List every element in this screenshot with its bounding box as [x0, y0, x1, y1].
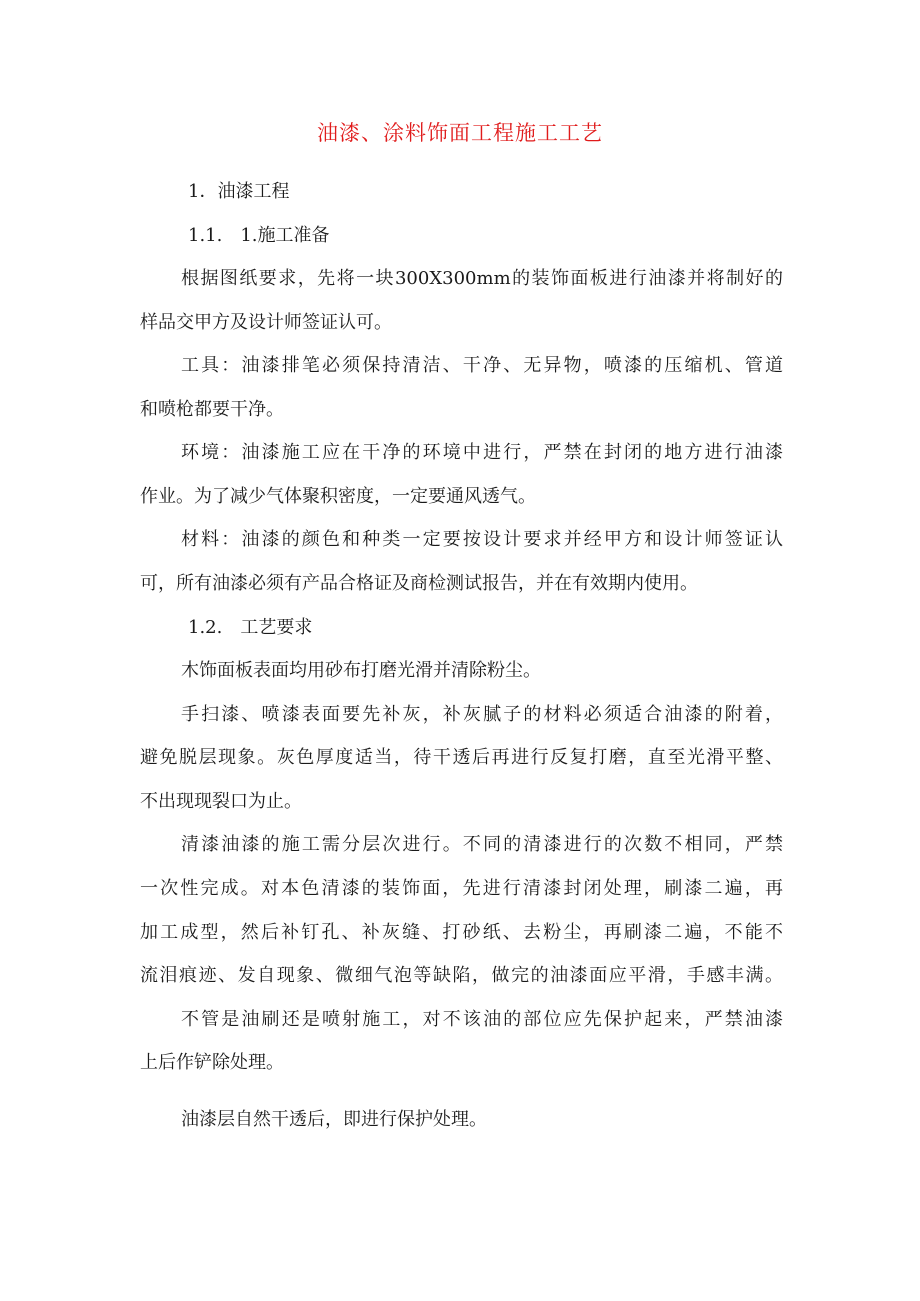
document-title: 油漆、涂料饰面工程施工工艺: [317, 121, 603, 145]
paragraph-line: 样品交甲方及设计师签证认可。: [140, 312, 392, 333]
section-heading-1-2: 1.2. 工艺要求: [188, 617, 313, 638]
paragraph-line: 加工成型，然后补钉孔、补灰缝、打砂纸、去粉尘，再刷漆二遍，不能不: [140, 922, 783, 943]
paragraph-line: 不出现现裂口为止。: [140, 791, 302, 812]
paragraph-line: 根据图纸要求，先将一块300X300mm的装饰面板进行油漆并将制好的: [181, 268, 783, 289]
paragraph-line: 油漆层自然干透后，即进行保护处理。: [181, 1109, 487, 1130]
paragraph-line: 作业。为了减少气体聚积密度，一定要通风透气。: [140, 486, 536, 507]
paragraph-line: 和喷枪都要干净。: [140, 399, 284, 420]
paragraph-line: 上后作铲除处理。: [140, 1052, 284, 1073]
paragraph-line: 清漆油漆的施工需分层次进行。不同的清漆进行的次数不相同，严禁: [181, 834, 783, 855]
paragraph-line: 不管是油刷还是喷射施工，对不该油的部位应先保护起来，严禁油漆: [181, 1009, 783, 1030]
paragraph-line: 工具：油漆排笔必须保持清洁、干净、无异物，喷漆的压缩机、管道: [181, 355, 783, 376]
paragraph-line: 木饰面板表面均用砂布打磨光滑并清除粉尘。: [181, 660, 541, 681]
section-heading-1: 1．油漆工程: [188, 181, 290, 202]
paragraph-line: 一次性完成。对本色清漆的装饰面，先进行清漆封闭处理，刷漆二遍，再: [140, 878, 783, 899]
paragraph-line: 避免脱层现象。灰色厚度适当，待干透后再进行反复打磨，直至光滑平整、: [140, 747, 783, 768]
paragraph-line: 可，所有油漆必须有产品合格证及商检测试报告，并在有效期内使用。: [140, 573, 698, 594]
paragraph-line: 环境：油漆施工应在干净的环境中进行，严禁在封闭的地方进行油漆: [181, 442, 783, 463]
paragraph-line: 流泪痕迹、发自现象、微细气泡等缺陷，做完的油漆面应平滑，手感丰满。: [140, 965, 783, 986]
section-heading-1-1: 1.1. 1.施工准备: [188, 225, 330, 246]
paragraph-line: 手扫漆、喷漆表面要先补灰，补灰腻子的材料必须适合油漆的附着，: [181, 704, 783, 725]
paragraph-line: 材料：油漆的颜色和种类一定要按设计要求并经甲方和设计师签证认: [181, 529, 783, 550]
